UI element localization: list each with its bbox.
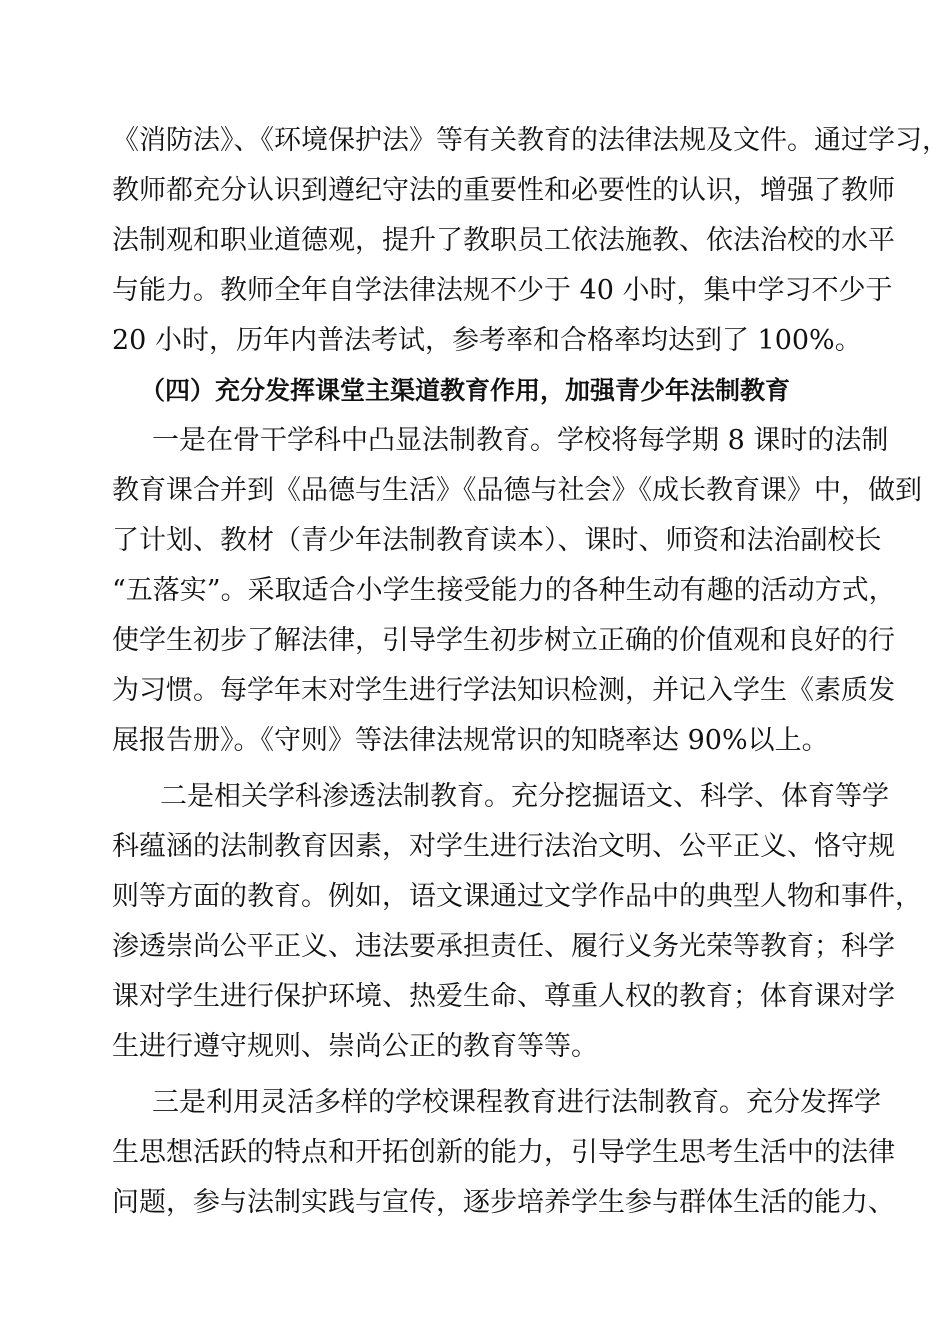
text-line: 教育课合并到《品德与生活》《品德与社会》《成长教育课》中，做到 [112,475,922,506]
text-line: 课对学生进行保护环境、热爱生命、尊重人权的教育；体育课对学 [112,981,895,1012]
text-line: 为习惯。每学年末对学生进行学法知识检测，并记入学生《素质发 [112,675,895,706]
section-heading: （四）充分发挥课堂主渠道教育作用，加强青少年法制教育 [140,376,791,405]
text-line: 则等方面的教育。例如，语文课通过文学作品中的典型人物和事件， [112,881,922,912]
text-line: 使学生初步了解法律，引导学生初步树立正确的价值观和良好的行 [112,625,895,656]
text-line: 科蕴涵的法制教育因素，对学生进行法治文明、公平正义、恪守规 [112,831,895,862]
text-line: 生思想活跃的特点和开拓创新的能力，引导学生思考生活中的法律 [112,1137,895,1168]
text-line: “五落实”。采取适合小学生接受能力的各种生动有趣的活动方式， [112,575,896,606]
text-line: 一是在骨干学科中凸显法制教育。学校将每学期 8 课时的法制 [152,425,889,456]
text-line: 了计划、教材（青少年法制教育读本）、课时、师资和法治副校长 [112,525,882,556]
text-line: 二是相关学科渗透法制教育。充分挖掘语文、科学、体育等学 [160,781,889,812]
text-line: 展报告册》。《守则》等法律法规常识的知晓率达 90%以上。 [112,725,829,756]
text-line: 生进行遵守规则、崇尚公正的教育等等。 [112,1031,598,1062]
text-line: 《消防法》、《环境保护法》等有关教育的法律法规及文件。通过学习， [112,125,949,156]
text-line: 渗透崇尚公平正义、违法要承担责任、履行义务光荣等教育；科学 [112,931,895,962]
text-line: 三是利用灵活多样的学校课程教育进行法制教育。充分发挥学 [152,1087,881,1118]
text-line: 法制观和职业道德观，提升了教职员工依法施教、依法治校的水平 [112,225,895,256]
text-line: 问题，参与法制实践与宣传，逐步培养学生参与群体生活的能力、 [112,1187,895,1218]
text-line: 20 小时，历年内普法考试，参考率和合格率均达到了 100%。 [112,325,862,356]
text-line: 与能力。教师全年自学法律法规不少于 40 小时，集中学习不少于 [112,275,893,306]
text-line: 教师都充分认识到遵纪守法的重要性和必要性的认识，增强了教师 [112,175,895,206]
